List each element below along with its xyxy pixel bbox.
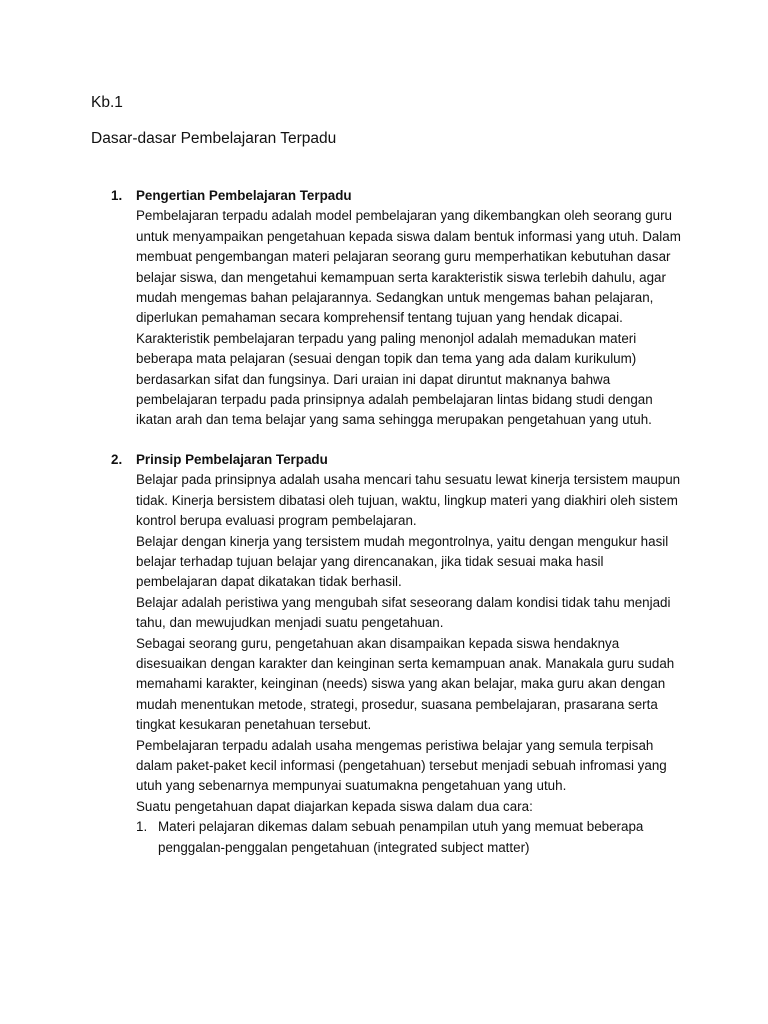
paragraph: Belajar adalah peristiwa yang mengubah sifat seseorang dalam kondisi tidak tahu menjadi tahu, dan mewujudkan menjadi suatu pengetahuan.	[136, 594, 671, 631]
paragraph: Pembelajaran terpadu adalah usaha mengemas peristiwa belajar yang semula terpisah dalam paket-paket kecil informasi (pengetahuan) tersebut menjadi sebuah infromasi yang utuh yang sebenarnya mempunyai suatumakna pengetahuan yang utuh.	[136, 737, 667, 794]
paragraph: Belajar pada prinsipnya adalah usaha mencari tahu sesuatu lewat kinerja tersistem maupun tidak. Kinerja bersistem dibatasi oleh tujuan, waktu, lingkup materi yang diakhiri oleh sistem kontrol berupa evaluasi program pembelajaran.	[136, 472, 681, 529]
list-item-text: Materi pelajaran dikemas dalam sebuah penampilan utuh yang memuat beberapa penggalan-penggalan pengetahuan (integrated subject matter)	[158, 819, 644, 855]
sub-list	[136, 817, 688, 858]
section-pengertian	[91, 186, 688, 431]
paragraph: Belajar dengan kinerja yang tersistem mudah megontrolnya, yaitu dengan mengukur hasil belajar terhadap tujuan belajar yang direncanakan, jika tidak sesuai maka hasil pembelajaran dapat dikatakan tidak berhasil.	[136, 533, 669, 590]
paragraph: Suatu pengetahuan dapat diajarkan kepada siswa dalam dua cara:	[136, 798, 533, 814]
list-item-number: 1.	[136, 819, 148, 835]
list-item	[136, 817, 688, 858]
section-heading: Pengertian Pembelajaran Terpadu	[136, 188, 352, 203]
document-title: Dasar-dasar Pembelajaran Terpadu	[91, 130, 337, 147]
section-list	[91, 186, 688, 858]
paragraph: Sebagai seorang guru, pengetahuan akan disampaikan kepada siswa hendaknya disesuaikan dengan karakter dan keinginan serta kemampuan anak. Manakala guru sudah memahami karakter, keinginan (needs) siswa yang akan belajar, maka guru akan dengan mudah menentukan metode, strategi, prosedur, suasana pembelajaran, prasarana serta tingkat kesukaran penetahuan tersebut.	[136, 635, 675, 733]
paragraph: Pembelajaran terpadu adalah model pembelajaran yang dikembangkan oleh seorang guru untuk menyampaikan pengetahuan kepada siswa dalam bentuk informasi yang utuh. Dalam membuat pengembangan materi pelajaran seorang guru memperhatikan kebutuhan dasar belajar siswa, dan mengetahui kemampuan serta karakteristik siswa terlebih dahulu, agar mudah mengemas bahan pelajarannya. Sedangkan untuk mengemas bahan pelajaran, diperlukan pemahaman secara komprehensif tentang tujuan yang hendak dicapai. Karakteristik pembelajaran terpadu yang paling menonjol adalah memadukan materi beberapa mata pelajaran (sesuai dengan topik dan tema yang ada dalam kurikulum) berdasarkan sifat dan fungsinya. Dari uraian ini dapat diruntut maknanya bahwa pembelajaran terpadu pada prinsipnya adalah pembelajaran lintas bidang studi dengan ikatan arah dan tema belajar yang sama sehingga merupakan pengetahuan yang utuh.	[136, 208, 681, 428]
section-number: 1.	[111, 188, 123, 203]
section-heading: Prinsip Pembelajaran Terpadu	[136, 451, 328, 467]
kb-label: Kb.1	[91, 94, 123, 111]
section-number: 2.	[111, 451, 123, 467]
section-prinsip	[91, 450, 688, 858]
